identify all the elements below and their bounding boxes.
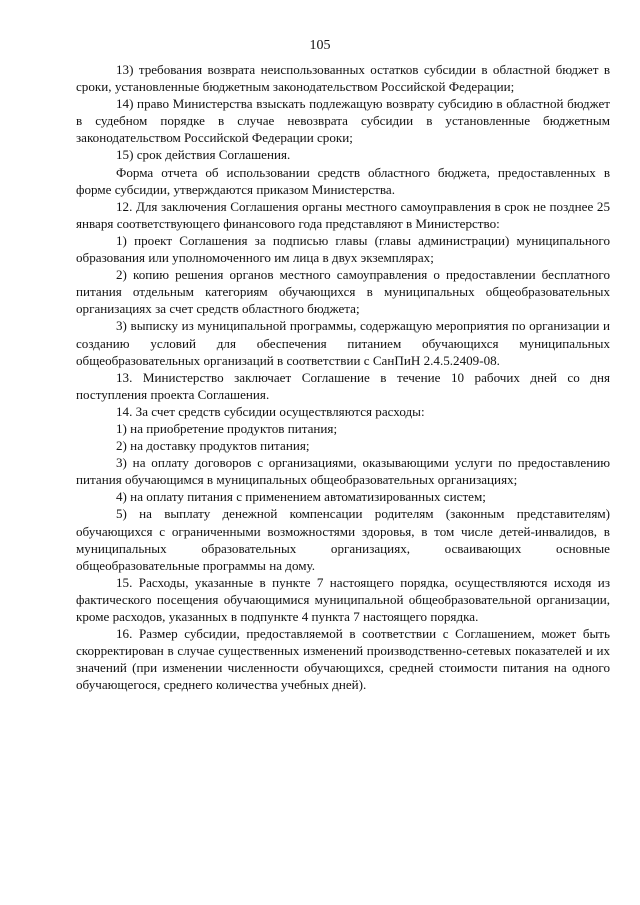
paragraph-clause-14: 14. За счет средств субсидии осуществляются расходы: <box>116 403 425 419</box>
paragraph-clause-14-item-3: 3) на оплату договоров с организациями, оказывающими услуги по предоставлению питания обучающимся в муниципальных общеобразовательных организациях; <box>76 455 610 488</box>
paragraph-clause-14-item-4: 4) на оплату питания с применением автоматизированных систем; <box>116 489 486 505</box>
paragraph-item-15-agreement-term: 15) срок действия Соглашения. <box>116 147 291 163</box>
paragraph-item-14-recovery-right: 14) право Министерства взыскать подлежащую возврату субсидию в областной бюджет в судебном порядке в случае невозврата субсидии в установленные бюджетным законодательством Российской Федерации сроки; <box>76 96 610 146</box>
paragraph-clause-16: 16. Размер субсидии, предоставляемой в соответствии с Соглашением, может быть скорректирован в случае существенных изменений производственно-сетевых показателей и их значений (при изменении численности обучающихся, средней стоимости питания на одного обучающегося, среднего количества учебных дней). <box>76 626 610 693</box>
paragraph-clause-12: 12. Для заключения Соглашения органы местного самоуправления в срок не позднее 25 января соответствующего финансового года представляют в Министерство: <box>76 198 610 231</box>
paragraph-report-form: Форма отчета об использовании средств областного бюджета, предоставленных в форме субсидии, утверждаются приказом Министерства. <box>76 164 610 197</box>
paragraph-item-13-refund-requirements: 13) требования возврата неиспользованных остатков субсидии в областной бюджет в сроки, установленные бюджетным законодательством Российской Федерации; <box>76 62 610 95</box>
paragraph-clause-12-item-1: 1) проект Соглашения за подписью главы (главы администрации) муниципального образования или уполномоченного им лица в двух экземплярах; <box>76 232 610 266</box>
paragraph-clause-14-item-1: 1) на приобретение продуктов питания; <box>116 420 338 436</box>
page-number: 105 <box>309 38 331 53</box>
paragraph-clause-12-item-3: 3) выписку из муниципальной программы, содержащую мероприятия по организации и созданию условий для обеспечения питанием обучающихся муниципальных общеобразовательных организаций в соответствии с СанПиН 2.4.5.2409-08. <box>76 318 610 368</box>
paragraph-clause-14-item-2: 2) на доставку продуктов питания; <box>116 438 310 454</box>
paragraph-clause-14-item-5: 5) на выплату денежной компенсации родителям (законным представителям) обучающихся с ограниченными возможностями здоровья, в том числе детей-инвалидов, в муниципальных образовательных организациях, осваивающих основные общеобразовательные программы на дому. <box>76 506 610 573</box>
paragraph-clause-13: 13. Министерство заключает Соглашение в течение 10 рабочих дней со дня поступления проекта Соглашения. <box>76 369 610 402</box>
paragraph-clause-15: 15. Расходы, указанные в пункте 7 настоящего порядка, осуществляются исходя из фактического посещения обучающимися муниципальной общеобразовательной организации, кроме расходов, указанных в подпункте 4 пункта 7 настоящего порядка. <box>76 574 610 624</box>
document-body <box>76 61 610 693</box>
paragraph-clause-12-item-2: 2) копию решения органов местного самоуправления о предоставлении бесплатного питания отдельным категориям обучающихся в муниципальных общеобразовательных организациях за счет средств областного бюджета; <box>76 267 610 317</box>
